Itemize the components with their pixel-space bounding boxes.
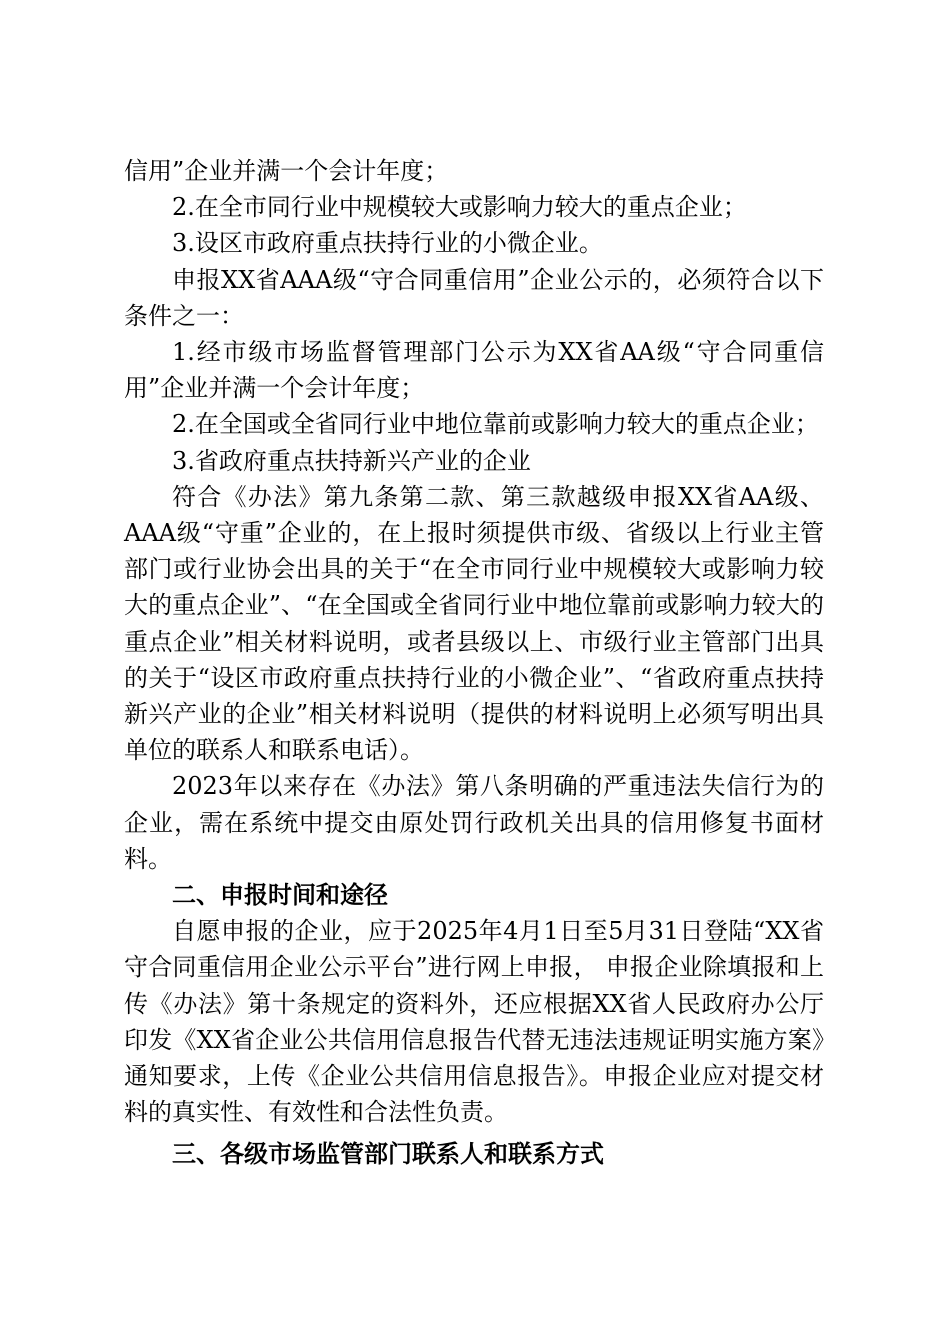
paragraph-credit-repair: 2023年以来存在《办法》第八条明确的严重违法失信行为的企业，需在系统中提交由原处罚行政机关出具的信用修复书面材料。 [124,772,824,873]
paragraph-condition-2: 2.在全市同行业中规模较大或影响力较大的重点企业； [172,193,747,222]
document-page [124,153,824,1173]
paragraph-continuation: 信用”企业并满一个会计年度； [124,157,449,185]
section-heading-time-and-channel: 二、申报时间和途径 [172,881,388,910]
paragraph-aaa-condition-2: 2.在全国或全省同行业中地位靠前或影响力较大的重点企业； [172,410,819,439]
paragraph-skip-level: 符合《办法》第九条第二款、第三款越级申报XX省AA级、AAA级“守重”企业的，在上报时须提供市级、省级以上行业主管部门或行业协会出具的关于“在全市同行业中规模较大或影响力较大的重点企业”、“在全国或全省同行业中地位靠前或影响力较大的重点企业”相关材料说明，或者县级以上、市级行业主管部门出具的关于“设区市政府重点扶持行业的小微企业”、“省政府重点扶持新兴产业的企业”相关材料说明（提供的材料说明上必须写明出具单位的联系人和联系电话）。 [124,482,824,765]
paragraph-application: 自愿申报的企业，应于2025年4月1日至5月31日登陆“XX省守合同重信用企业公示平台”进行网上申报， 申报企业除填报和上传《办法》第十条规定的资料外，还应根据XX省人民政府办公厅印发《XX省企业公共信用信息报告代替无违法违规证明实施方案》通知要求，上传《企业公共信用信息报告》。申报企业应对提交材料的真实性、有效性和合法性负责。 [124,917,824,1127]
paragraph-aaa-condition-1: 1.经市级市场监督管理部门公示为XX省AA级“守合同重信用”企业并满一个会计年度； [124,338,824,403]
paragraph-aaa-condition-3: 3.省政府重点扶持新兴产业的企业 [172,446,531,475]
paragraph-condition-3: 3.设区市政府重点扶持行业的小微企业。 [172,229,603,258]
paragraph-aaa-intro: 申报XX省AAA级“守合同重信用”企业公示的，必须符合以下条件之一： [124,265,824,330]
section-heading-contacts: 三、各级市场监管部门联系人和联系方式 [172,1140,604,1169]
